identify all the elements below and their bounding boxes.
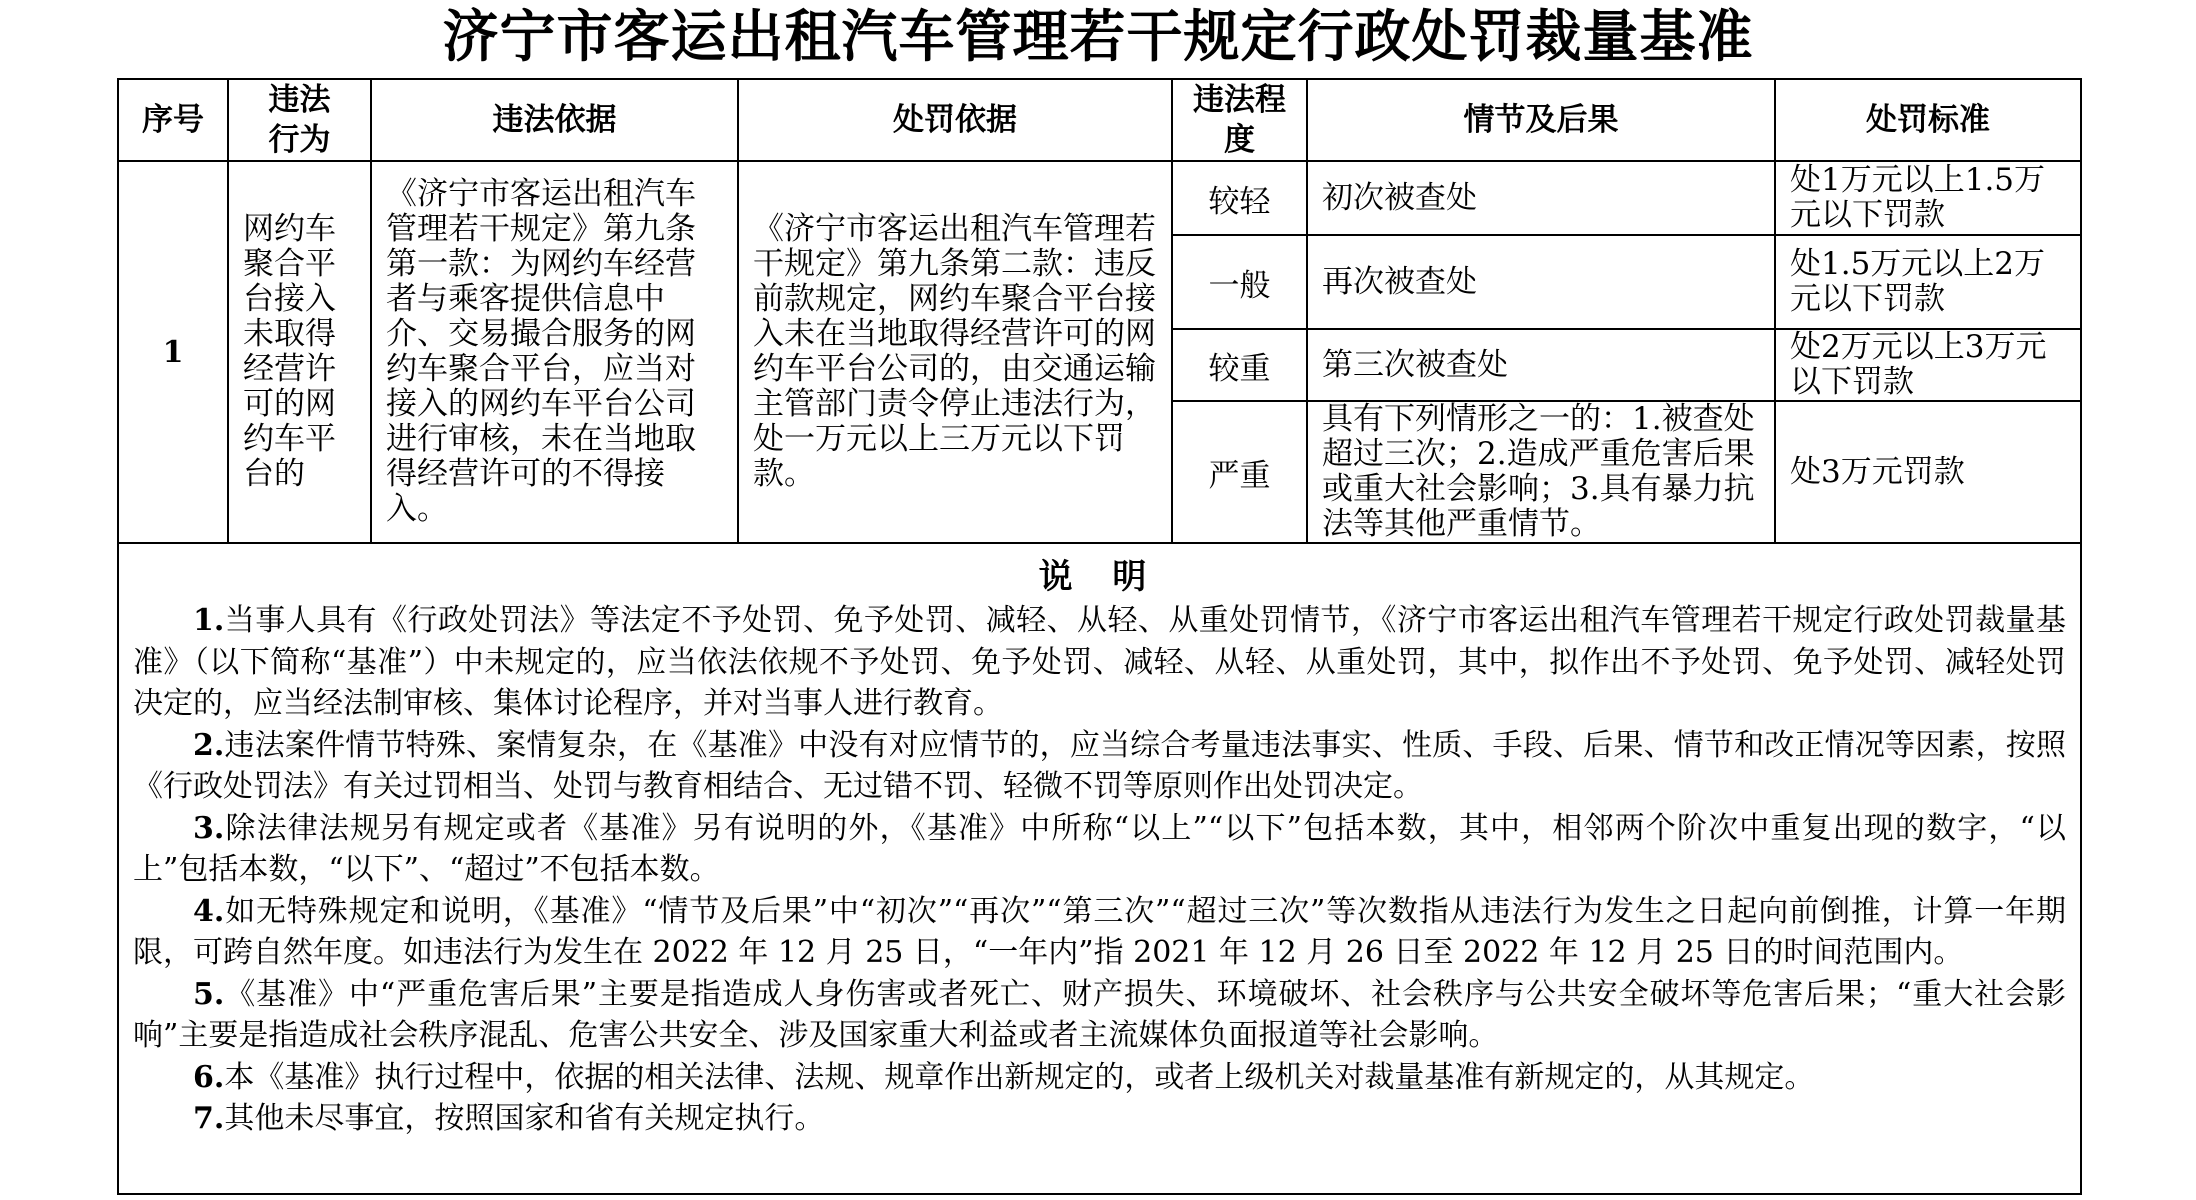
- degree-cell: 严重: [1172, 401, 1307, 543]
- note-item: 7.其他未尽事宜，按照国家和省有关规定执行。: [193, 1101, 825, 1136]
- notes-title: 说 明: [1038, 557, 1161, 597]
- header-violation: 违法行为: [228, 79, 371, 161]
- header-standard: 处罚标准: [1775, 79, 2081, 161]
- standard-cell: 处1万元以上1.5万元以下罚款: [1775, 161, 2081, 235]
- note-item: 5.《基准》中“严重危害后果”主要是指造成人身伤害或者死亡、财产损失、环境破坏、社会秩序与公共安全破坏等危害后果；“重大社会影响”主要是指造成社会秩序混乱、危害公共安全、涉及国家重大利益或者主流媒体负面报道等社会影响。: [133, 976, 2066, 1053]
- notes-cell: [118, 543, 2081, 1194]
- header-violation-basis: 违法依据: [371, 79, 738, 161]
- degree-cell: 较重: [1172, 329, 1307, 401]
- circumstance-cell: 具有下列情形之一的：1.被查处超过三次；2.造成严重危害后果或重大社会影响；3.具有暴力抗法等其他严重情节。: [1307, 401, 1775, 543]
- note-item: 2.违法案件情节特殊、案情复杂，在《基准》中没有对应情节的，应当综合考量违法事实、性质、手段、后果、情节和改正情况等因素，按照《行政处罚法》有关过罚相当、处罚与教育相结合、无过错不罚、轻微不罚等原则作出处罚决定。: [133, 727, 2066, 804]
- degree-cell: 一般: [1172, 235, 1307, 329]
- header-row: [118, 79, 2081, 161]
- table-row: [118, 161, 2081, 235]
- circumstance-cell: 初次被查处: [1307, 161, 1775, 235]
- standard-cell: 处1.5万元以上2万元以下罚款: [1775, 235, 2081, 329]
- circumstance-cell: 再次被查处: [1307, 235, 1775, 329]
- note-item: 4.如无特殊规定和说明，《基准》“情节及后果”中“初次”“再次”“第三次”“超过三次”等次数指从违法行为发生之日起向前倒推，计算一年期限，可跨自然年度。如违法行为发生在 2022 年 12 月 25 日，“一年内”指 2021 年 12 月 26 日至 2022 年 12 月 25 日的时间范围内。: [133, 893, 2066, 970]
- header-degree: 违法程度: [1172, 79, 1307, 161]
- standard-cell: 处3万元罚款: [1775, 401, 2081, 543]
- note-item: 6.本《基准》执行过程中，依据的相关法律、法规、规章作出新规定的，或者上级机关对裁量基准有新规定的，从其规定。: [193, 1059, 1815, 1095]
- header-seq: 序号: [118, 79, 228, 161]
- row-violation-basis: 《济宁市客运出租汽车管理若干规定》第九条第一款：为网约车经营者与乘客提供信息中介、交易撮合服务的网约车聚合平台，应当对接入的网约车平台公司进行审核，未在当地取得经营许可的不得接入。: [371, 161, 738, 543]
- degree-cell: 较轻: [1172, 161, 1307, 235]
- note-item: 1.当事人具有《行政处罚法》等法定不予处罚、免予处罚、减轻、从轻、从重处罚情节，《济宁市客运出租汽车管理若干规定行政处罚裁量基准》（以下简称“基准”）中未规定的，应当依法依规不予处罚、免予处罚、减轻、从轻、从重处罚，其中，拟作出不予处罚、免予处罚、减轻处罚决定的，应当经法制审核、集体讨论程序，并对当事人进行教育。: [133, 603, 2066, 721]
- notes-row: [118, 543, 2081, 1194]
- row-penalty-basis: 《济宁市客运出租汽车管理若干规定》第九条第二款：违反前款规定，网约车聚合平台接入未在当地取得经营许可的网约车平台公司的，由交通运输主管部门责令停止违法行为，处一万元以上三万元以下罚款。: [738, 161, 1172, 543]
- row-seq: 1: [118, 161, 228, 543]
- row-violation: 网约车聚合平台接入未取得经营许可的网约车平台的: [228, 161, 371, 543]
- document-title: 济宁市客运出租汽车管理若干规定行政处罚裁量基准: [442, 5, 1754, 70]
- circumstance-cell: 第三次被查处: [1307, 329, 1775, 401]
- note-item: 3.除法律法规另有规定或者《基准》另有说明的外，《基准》中所称“以上”“以下”包括本数，其中，相邻两个阶次中重复出现的数字，“以上”包括本数，“以下”、“超过”不包括本数。: [133, 810, 2066, 887]
- penalty-table: [117, 78, 2082, 1195]
- header-circumstances: 情节及后果: [1307, 79, 1775, 161]
- standard-cell: 处2万元以上3万元以下罚款: [1775, 329, 2081, 401]
- header-penalty-basis: 处罚依据: [738, 79, 1172, 161]
